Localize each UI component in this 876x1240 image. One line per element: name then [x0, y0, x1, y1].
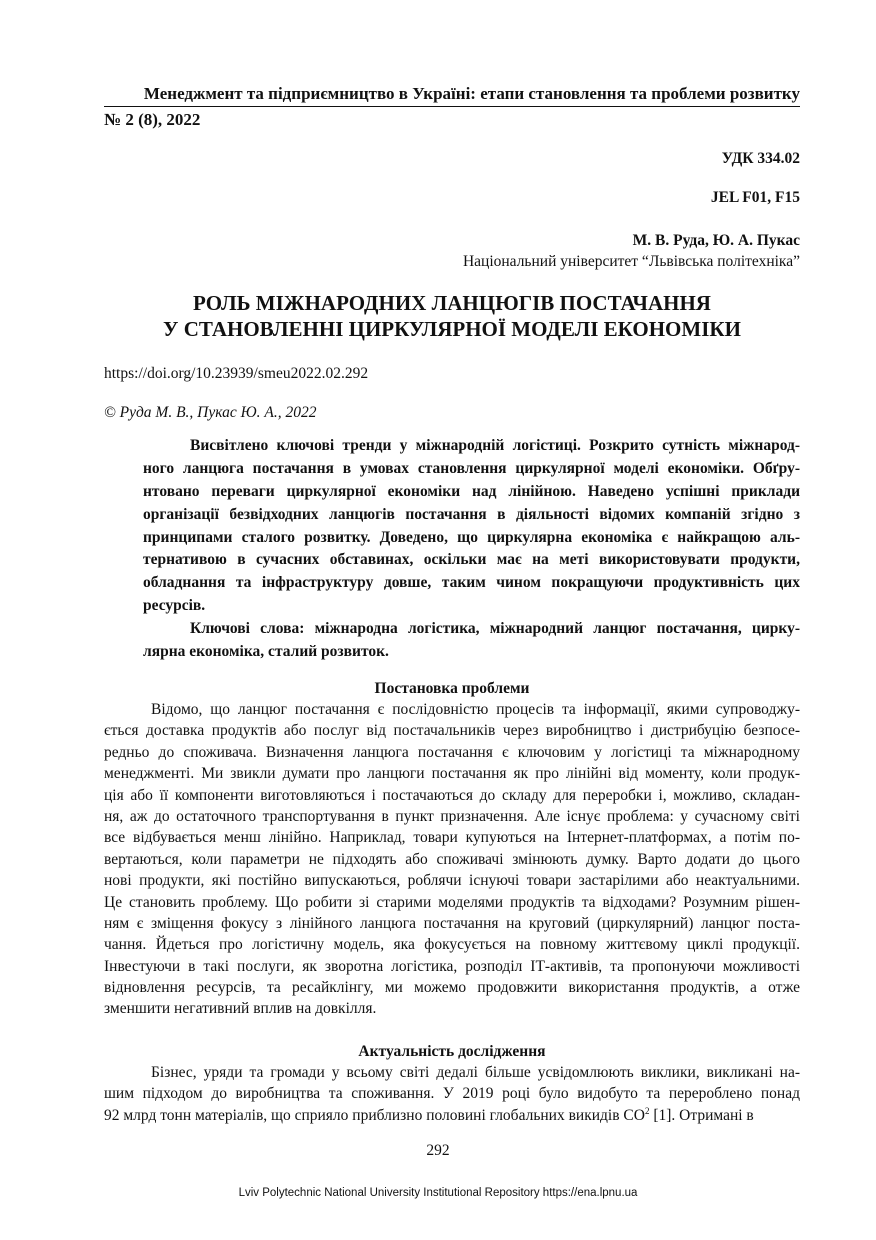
section-paragraph — [104, 1062, 800, 1126]
keywords-line: лярна економіка, сталий розвиток. — [143, 643, 389, 661]
abstract-line: тернативою в сучасних обставинах, оскільки має на меті використовувати продукти, — [143, 551, 800, 569]
abstract-line: принципами сталого розвитку. Доведено, що циркулярна економіка є найкращою аль- — [143, 528, 800, 546]
doi-link[interactable]: https://doi.org/10.23939/smeu2022.02.292 — [104, 365, 369, 382]
keywords-line: Ключові слова: міжнародна логістика, міжнародний ланцюг постачання, цирку- — [190, 620, 800, 638]
page-number: 292 — [426, 1142, 450, 1159]
paragraph-line: редньо до споживача. Визначення ланцюга постачання є ключовим у логістиці та міжнародному — [104, 743, 800, 761]
paragraph-line: ція або її компоненти виготовляються і постачаються до складу для переробки і, можливо, складан- — [104, 786, 800, 804]
abstract-line: організації безвідходних ланцюгів постачання в діяльності відомих компаній згідно з — [143, 505, 800, 523]
udc-code: УДК 334.02 — [721, 150, 800, 167]
line-text-main: 92 млрд тонн матеріалів, що сприяло приблизно половині глобальних викидів CO — [104, 1106, 645, 1124]
jel-code: JEL F01, F15 — [710, 189, 800, 206]
paragraph-line: чання. Йдеться про логістичну модель, яка фокусується на повному життєвому циклі продукції. — [104, 936, 800, 954]
paragraph-line: зменшити негативний вплив на довкілля. — [104, 1000, 377, 1018]
section-heading: Актуальність дослідження — [358, 1043, 546, 1060]
section-heading: Постановка проблеми — [374, 680, 530, 697]
paragraph-line: все відбувається менш лінійно. Наприклад, товари купуються на Інтернет-платформах, а потім по- — [104, 829, 800, 847]
paragraph-line: ня, аж до остаточного транспортування в пункт призначення. Але існує проблема: у сучасному світі — [104, 807, 800, 825]
abstract-line: Висвітлено ключові тренди у міжнародній логістиці. Розкрито сутність міжнарод- — [190, 437, 800, 454]
paragraph-line: Інвестуючи в такі послуги, як зворотна логістика, розподіл ІТ-активів, та пропонуючи можливості — [104, 957, 800, 975]
title-line: РОЛЬ МІЖНАРОДНИХ ЛАНЦЮГІВ ПОСТАЧАННЯ — [193, 291, 711, 315]
journal-title: Менеджмент та підприємництво в Україні: етапи становлення та проблеми розвитку — [104, 84, 800, 107]
paragraph-line: нові продукти, які постійно випускаються, роблячи існуючі товари застарілими або неактуальними. — [104, 872, 800, 890]
copyright: © Руда М. В., Пукас Ю. А., 2022 — [104, 404, 317, 421]
paragraph-line: Відомо, що ланцюг постачання є послідовністю процесів та інформації, якими супроводжу- — [151, 701, 800, 718]
issue-number: № 2 (8), 2022 — [104, 110, 201, 129]
line-text-end: [1]. Отримані в — [649, 1106, 754, 1124]
line-text — [104, 1105, 754, 1126]
paragraph-line: менеджменті. Ми звикли думати про ланцюги постачання як про лінійні від моменту, коли продук- — [104, 765, 800, 783]
superscript: 2 — [644, 1105, 650, 1116]
paragraph-line — [104, 1105, 800, 1126]
repository-footer: Lviv Polytechnic National University Institutional Repository https://ena.lpnu.ua — [238, 1187, 638, 1199]
paragraph-line: Бізнес, уряди та громади у всьому світі дедалі більше усвідомлюють виклики, викликані на- — [151, 1064, 800, 1081]
paragraph-line: шим підходом до виробництва та споживання. У 2019 році було видобуто та перероблено понад — [104, 1085, 800, 1103]
article-title — [104, 290, 800, 342]
paragraph-line: Це становить проблему. Що робити зі старими моделями продуктів та відходами? Розумним рішен- — [104, 893, 800, 911]
abstract-line: ного ланцюга постачання в умовах становлення циркулярної моделі економіки. Обґру- — [143, 459, 800, 477]
paragraph-line: вертаються, коли параметри не підходять або споживачі змінюють думку. Варто додати до цього — [104, 850, 800, 868]
paragraph-line: ється доставка продуктів або послуг від постачальників через виробництво і дистрибуцію безпосе- — [104, 722, 800, 740]
paragraph-line: ням є зміщення фокусу з лінійного ланцюга постачання на круговий (циркулярний) ланцюг поста- — [104, 914, 800, 932]
abstract-line: обладнання та інфраструктуру довше, таким чином покращуючи продуктивність цих — [143, 574, 800, 592]
abstract-line: ресурсів. — [143, 597, 206, 615]
affiliation: Національний університет “Львівська політехніка” — [462, 253, 800, 270]
paragraph-line: відновлення ресурсів, та ресайклінгу, ми можемо продовжити використання продуктів, а отже — [104, 979, 800, 997]
authors: М. В. Руда, Ю. А. Пукас — [632, 232, 800, 249]
abstract-line: нтовано переваги циркулярної економіки над лінійною. Наведено успішні приклади — [143, 482, 800, 500]
abstract — [143, 435, 800, 664]
section-paragraph — [104, 699, 800, 1020]
title-line: У СТАНОВЛЕННІ ЦИРКУЛЯРНОЇ МОДЕЛІ ЕКОНОМІКИ — [163, 317, 741, 341]
